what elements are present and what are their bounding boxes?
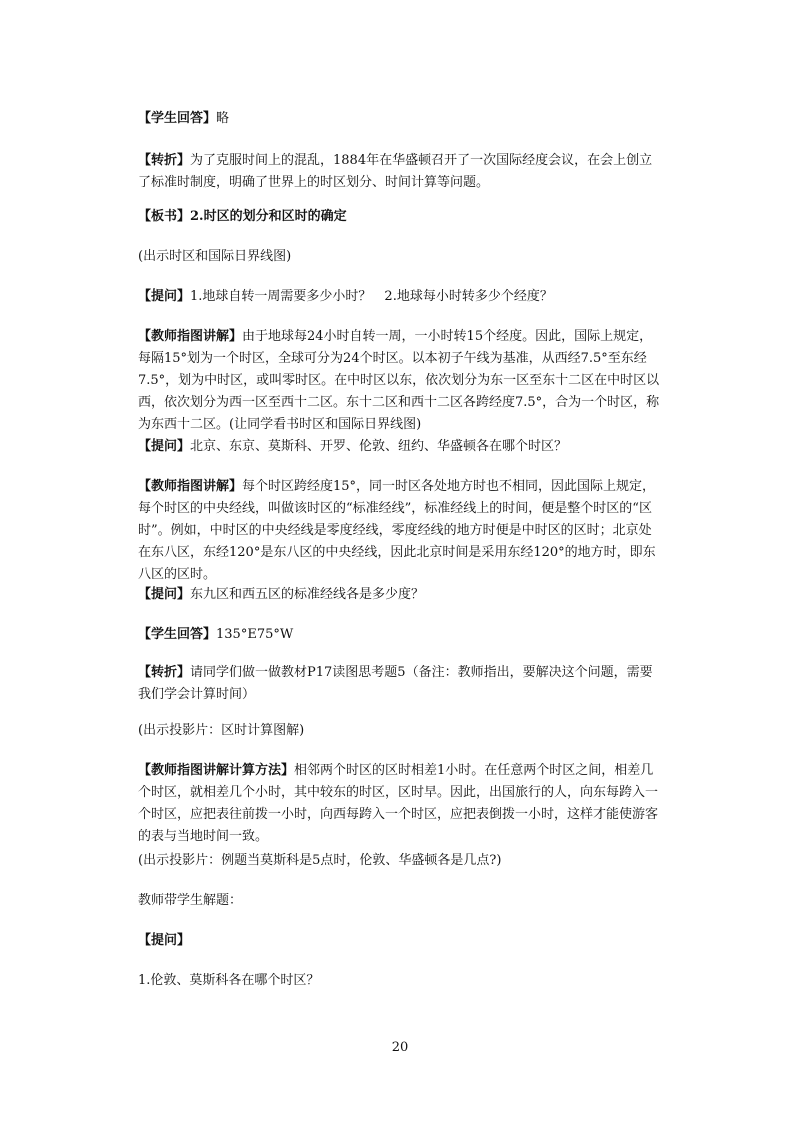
paragraph-text: (出示投影片：区时计算图解): [138, 723, 305, 738]
paragraph: [138, 624, 663, 646]
paragraph-text: 每个时区跨经度15°，同一时区各处地方时也不相同，因此国际上规定，每个时区的中央经线，叫做该时区的“标准经线”，标准经线上的时间，便是整个时区的“区时”。例如，中时区的中央经线是零度经线，零度经线的地方时便是中时区的区时；北京处在东八区，东经120°是东八区的中央经线，因此北京时间是采用东经120°的地方时，即东八区的区时。: [138, 479, 656, 582]
paragraph: [138, 662, 663, 706]
paragraph: [138, 326, 663, 436]
section-heading: [138, 206, 663, 228]
paragraph-text: 1.伦敦、莫斯科各在哪个时区？: [138, 973, 320, 988]
paragraph-text: (出示投影片：例题当莫斯科是5点时，伦敦、华盛顿各是几点?): [138, 853, 502, 868]
paragraph: [138, 760, 663, 848]
paragraph: [138, 246, 663, 268]
paragraph: [138, 476, 663, 586]
paragraph-tag: 【学生回答】: [138, 627, 217, 642]
paragraph: [138, 436, 663, 458]
paragraph-text: 北京、东京、莫斯科、开罗、伦敦、纽约、华盛顿各在哪个时区？: [190, 439, 568, 454]
paragraph-tag: 【教师指图讲解】: [138, 479, 243, 494]
paragraph-text: 相邻两个时区的区时相差1小时。在任意两个时区之间，相差几个时区，就相差几个小时，其中较东的时区，区时早。因此，出国旅行的人，向东每跨入一个时区，应把表往前拨一小时，向西每跨入一个时区，应把表倒拨一小时，这样才能使游客的表与当地时间一致。: [138, 763, 659, 844]
paragraph-tag: 【提问】: [138, 439, 191, 454]
paragraph-tag: 【学生回答】: [138, 111, 217, 126]
paragraph-tag: 【转折】: [138, 153, 191, 168]
paragraph: [138, 286, 663, 308]
paragraph-text: (出示时区和国际日界线图): [138, 249, 292, 264]
paragraph-tag: 【提问】: [138, 587, 191, 602]
paragraph-tag: 【板书】2.时区的划分和区时的确定: [138, 209, 347, 224]
paragraph: [138, 970, 663, 992]
paragraph-text: 略: [216, 111, 230, 126]
paragraph-tag: 【提问】: [138, 289, 191, 304]
paragraph-text: 1.地球自转一周需要多少小时？ 2.地球每小时转多少个经度？: [190, 289, 553, 304]
paragraph-tag: 【提问】: [138, 933, 191, 948]
paragraph-tag: 【教师指图讲解计算方法】: [138, 763, 295, 778]
paragraph: [138, 108, 663, 130]
paragraph-text: 135°E75°W: [216, 627, 294, 642]
paragraph-tag: 【转折】: [138, 665, 191, 680]
paragraph: [138, 150, 663, 194]
paragraph: [138, 720, 663, 742]
paragraph-text: 为了克服时间上的混乱，1884年在华盛顿召开了一次国际经度会议，在会上创立了标准时制度，明确了世界上的时区划分、时间计算等问题。: [138, 153, 653, 190]
paragraph-text: 请同学们做一做教材P17读图思考题5（备注：教师指出，要解决这个问题，需要我们学会计算时间）: [138, 665, 653, 702]
paragraph-text: 东九区和西五区的标准经线各是多少度？: [190, 587, 425, 602]
paragraph: [138, 930, 663, 952]
paragraph: [138, 584, 663, 606]
paragraph-text: 教师带学生解题：: [138, 893, 243, 908]
paragraph: [138, 890, 663, 912]
page-number: 20: [391, 1040, 409, 1055]
paragraph-tag: 【教师指图讲解】: [138, 329, 243, 344]
paragraph: [138, 850, 663, 872]
paragraph-text: 由于地球每24小时自转一周，一小时转15个经度。因此，国际上规定，每隔15°划为一个时区，全球可分为24个时区。以本初子午线为基准，从西经7.5°至东经7.5°，划为中时区，或叫零时区。在中时区以东，依次划分为东一区至东十二区在中时区以西，依次划分为西一区至西十二区。东十二区和西十二区各跨经度7.5°，合为一个时区，称为东西十二区。(让同学看书时区和国际日界线图): [138, 329, 660, 432]
